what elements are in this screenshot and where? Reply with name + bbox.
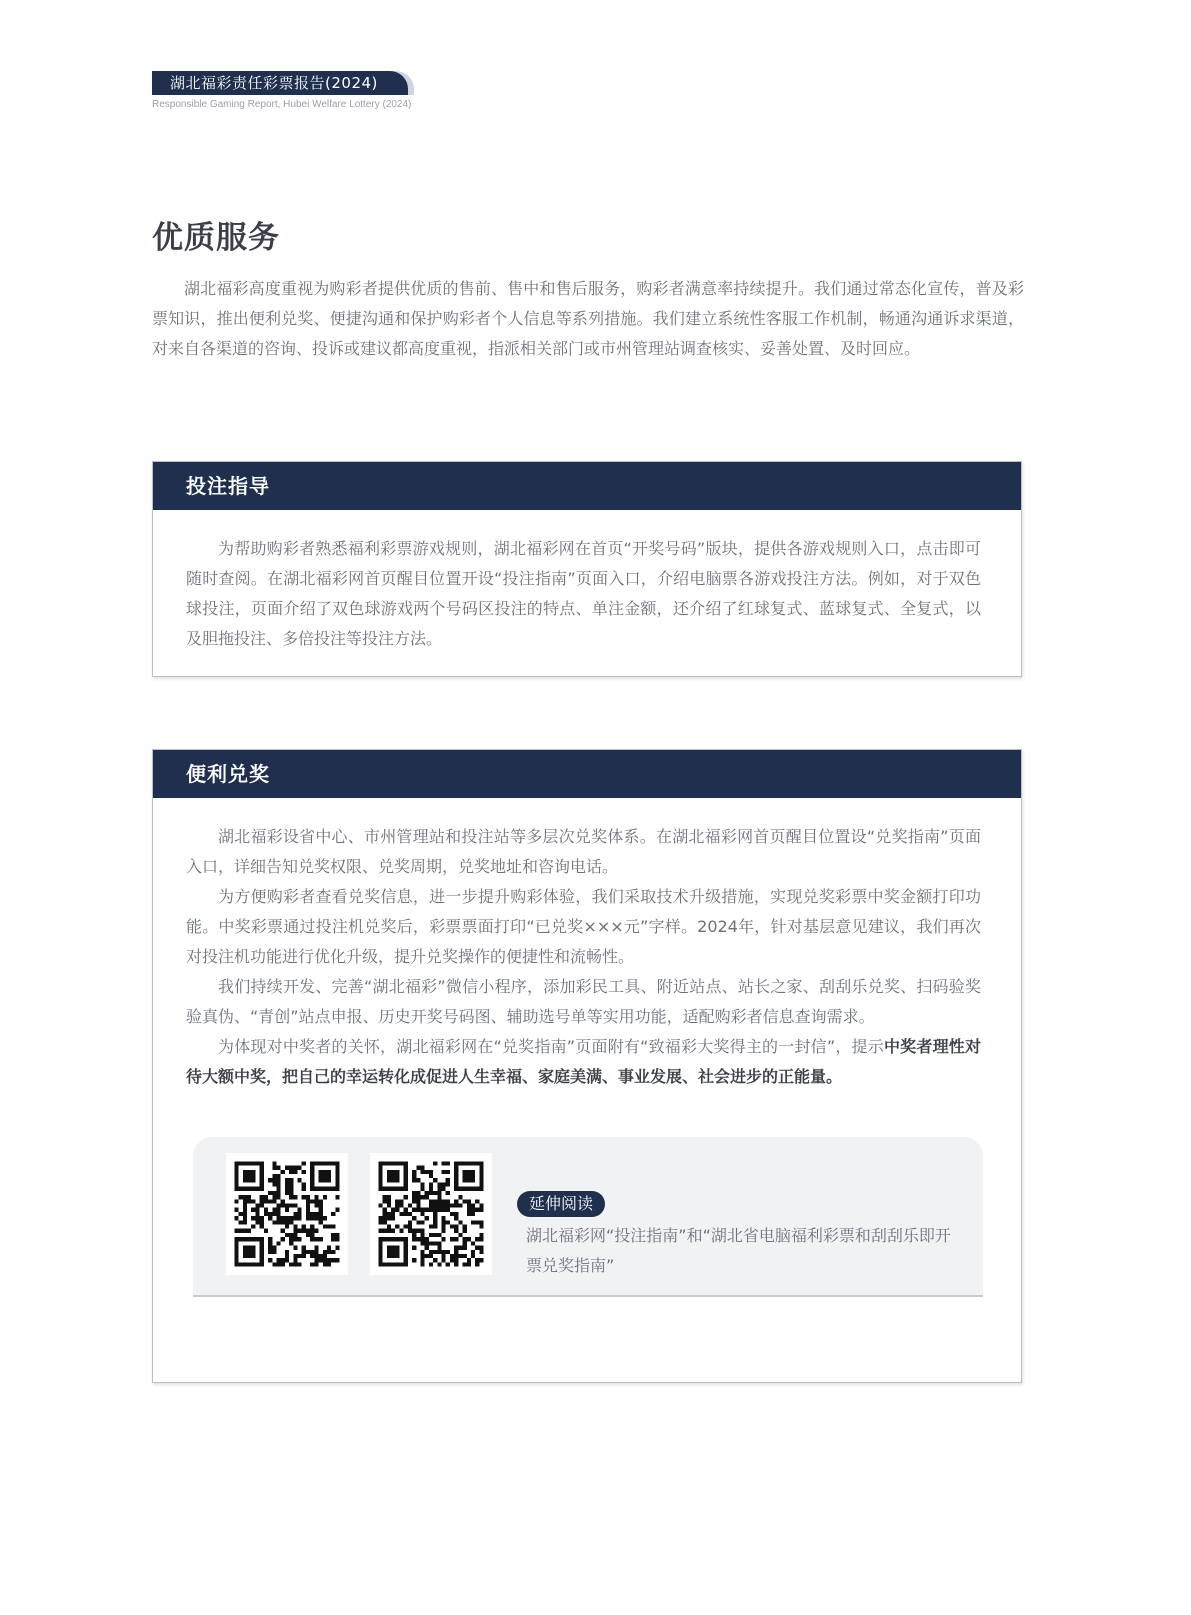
extended-reading-box (193, 1137, 983, 1297)
betting-guidance-title: 投注指导 (153, 462, 1021, 510)
intro-paragraph: 湖北福彩高度重视为购彩者提供优质的售前、售中和售后服务，购彩者满意率持续提升。我们通过常态化宣传，普及彩票知识，推出便利兑奖、便捷沟通和保护购彩者个人信息等系列措施。我们建立系统性客服工作机制，畅通沟通诉求渠道，对来自各渠道的咨询、投诉或建议都高度重视，指派相关部门或市州管理站调查核实、妥善处置、及时回应。 (152, 279, 1024, 358)
page-title: 优质服务 (152, 220, 280, 256)
qr-code-icon (226, 1153, 348, 1275)
qr-code-icon (370, 1153, 492, 1275)
extended-reading-badge: 延伸阅读 (517, 1191, 605, 1217)
prize-claim-paragraph-4-emphasis: 中奖者理性对待大额中奖，把自己的幸运转化成促进人生幸福、家庭美满、事业发展、社会进步的正能量。 (186, 1037, 981, 1086)
prize-claim-paragraph-3: 我们持续开发、完善“湖北福彩”微信小程序，添加彩民工具、附近站点、站长之家、刮刮乐兑奖、扫码验奖验真伪、“青创”站点申报、历史开奖号码图、辅助选号单等实用功能，适配购彩者信息查询需求。 (186, 977, 981, 1026)
prize-claim-title: 便利兑奖 (153, 750, 1021, 798)
prize-claim-paragraph-4-text: 为体现对中奖者的关怀，湖北福彩网在“兑奖指南”页面附有“致福彩大奖得主的一封信”，提示 (218, 1037, 884, 1056)
qr-code-modules (234, 1161, 339, 1266)
qr-code-modules (378, 1161, 483, 1266)
qr-code-prize-guide[interactable] (370, 1153, 492, 1275)
prize-claim-paragraph-2: 为方便购彩者查看兑奖信息，进一步提升购彩体验，我们采取技术升级措施，实现兑奖彩票中奖金额打印功能。中奖彩票通过投注机兑奖后，彩票票面打印“已兑奖×××元”字样。2024年，针对基层意见建议，我们再次对投注机功能进行优化升级，提升兑奖操作的便捷性和流畅性。 (186, 887, 981, 966)
qr-code-betting-guide[interactable] (226, 1153, 348, 1275)
prize-claim-paragraph-1: 湖北福彩设省中心、市州管理站和投注站等多层次兑奖体系。在湖北福彩网首页醒目位置设“兑奖指南”页面入口，详细告知兑奖权限、兑奖周期，兑奖地址和咨询电话。 (186, 827, 981, 876)
prize-claim-card (152, 749, 1022, 1383)
report-header-subtitle: Responsible Gaming Report, Hubei Welfare Lottery (2024) (152, 99, 412, 110)
extended-reading-text: 湖北福彩网“投注指南”和“湖北省电脑福利彩票和刮刮乐即开票兑奖指南” (526, 1226, 951, 1275)
betting-guidance-paragraph: 为帮助购彩者熟悉福利彩票游戏规则，湖北福彩网在首页“开奖号码”版块，提供各游戏规则入口，点击即可随时查阅。在湖北福彩网首页醒目位置开设“投注指南”页面入口，介绍电脑票各游戏投注方法。例如，对于双色球投注，页面介绍了双色球游戏两个号码区投注的特点、单注金额，还介绍了红球复式、蓝球复式、全复式，以及胆拖投注、多倍投注等投注方法。 (186, 539, 981, 648)
report-header-title: 湖北福彩责任彩票报告(2024) (170, 74, 378, 92)
prize-claim-paragraph-4 (186, 1032, 981, 1092)
betting-guidance-card (152, 461, 1022, 677)
